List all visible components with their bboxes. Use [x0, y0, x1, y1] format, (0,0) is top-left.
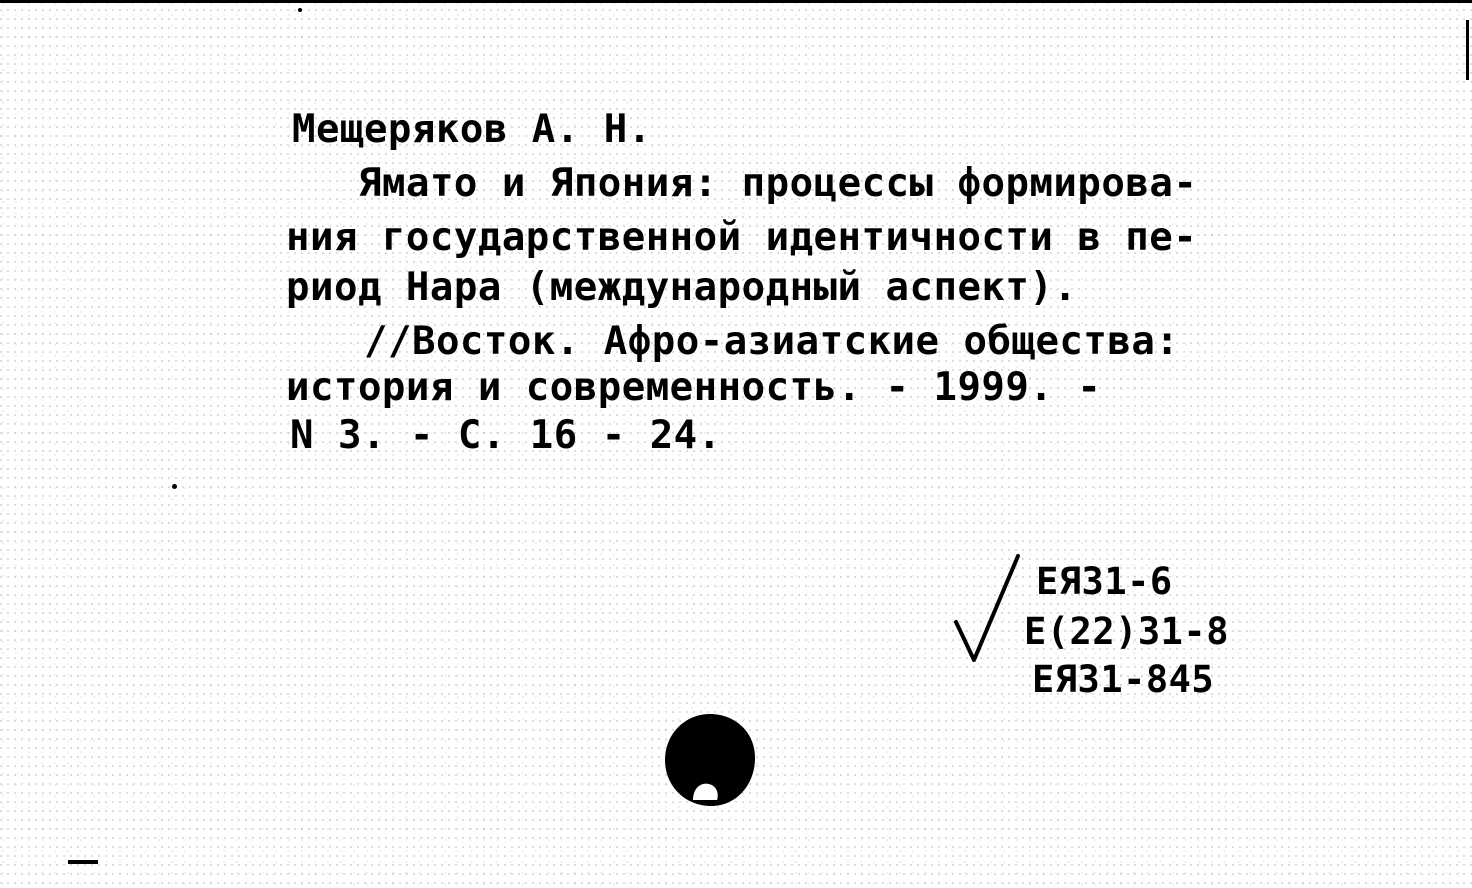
card-title-line-3: риод Нара (международный аспект).: [286, 265, 1078, 310]
card-source-line-2: история и современность. - 1999. -: [286, 365, 1102, 410]
card-top-border: [0, 0, 1472, 3]
shelf-mark-2: Е(22)31-8: [1024, 610, 1229, 653]
card-source-line-1: //Восток. Афро-азиатские общества:: [364, 319, 1180, 364]
ink-speck: [172, 484, 177, 489]
card-author: Мещеряков А. Н.: [292, 107, 652, 152]
ink-speck: [298, 8, 302, 12]
shelf-mark-1: ЕЯ31-6: [1036, 560, 1173, 603]
card-bottom-mark: [68, 860, 98, 864]
card-source-line-3: N 3. - С. 16 - 24.: [290, 413, 722, 458]
check-mark-icon: [952, 552, 1022, 662]
punch-hole-icon: [663, 712, 757, 808]
card-title-line-2: ния государственной идентичности в пе-: [286, 215, 1198, 260]
shelf-mark-3: ЕЯ31-845: [1032, 658, 1215, 701]
card-right-mark: [1466, 20, 1469, 80]
card-title-line-1: Ямато и Япония: процессы формирова-: [358, 161, 1198, 206]
